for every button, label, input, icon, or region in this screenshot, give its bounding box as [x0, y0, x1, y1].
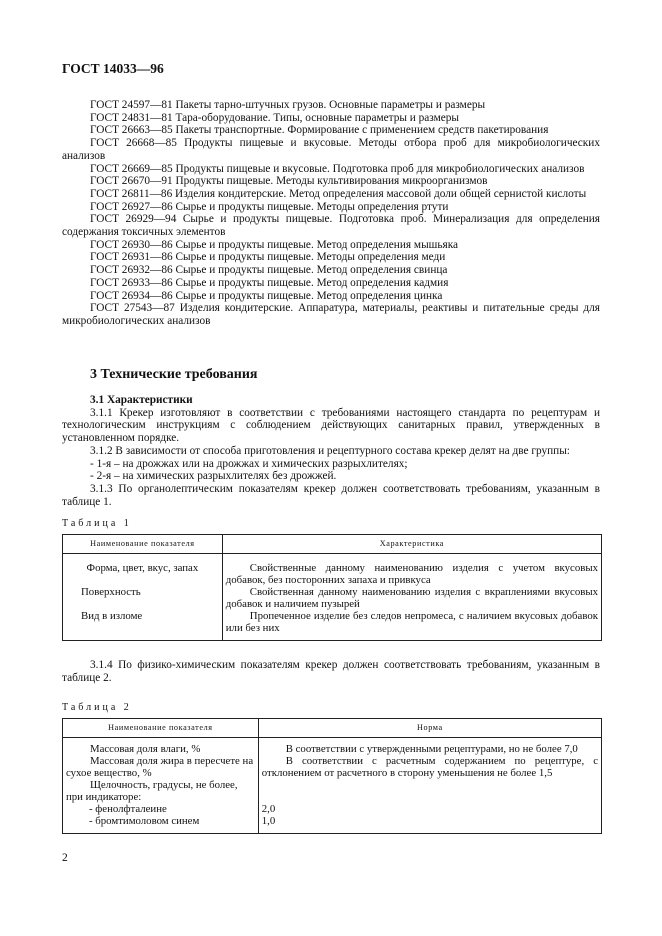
table1-cell-value: Свойственная данному наименованию изделия с вкраплениями вкусовых добавок и наличием пузырей [222, 586, 601, 610]
reference-item: ГОСТ 24597—81 Пакеты тарно-штучных грузов. Основные параметры и размеры [90, 99, 486, 111]
reference-item: ГОСТ 27543—87 Изделия кондитерские. Аппаратура, материалы, реактивы и питательные среды для микробиологических анализов [62, 302, 600, 327]
table1-caption: Таблица 1 [62, 518, 132, 530]
table-row [63, 803, 602, 815]
table-row [63, 779, 602, 803]
table1-header-row [63, 535, 602, 554]
paragraph-3-1-2: 3.1.2 В зависимости от способа приготовления и рецептурного состава крекер делят на две группы: [90, 444, 570, 457]
reference-item: ГОСТ 26933—86 Сырье и продукты пищевые. Метод определения кадмия [90, 276, 449, 289]
paragraph-3-1-1: 3.1.1 Крекер изготовляют в соответствии с требованиями настоящего стандарта по рецептурам и технологическим инструкциям с соблюдением действующих санитарных правил, утвержденных в установленном порядке. [62, 406, 600, 445]
section-heading: 3 Технические требования [90, 367, 258, 382]
table1-cell-name: Форма, цвет, вкус, запах [63, 554, 223, 587]
section-body [62, 394, 600, 834]
table-row [63, 610, 602, 641]
table2-caption: Таблица 2 [62, 702, 132, 714]
group-item-1: - 1-я – на дрожжах или на дрожжах и химических разрыхлителях; [90, 457, 408, 470]
table2-cell-name: - фенолфталеине [63, 803, 259, 815]
document-header: ГОСТ 14033—96 [62, 61, 164, 76]
page-number: 2 [62, 852, 68, 864]
reference-item: ГОСТ 26932—86 Сырье и продукты пищевые. Метод определения свинца [90, 264, 448, 277]
table-row [63, 738, 602, 756]
table1-header-value: Характеристика [222, 535, 601, 554]
table2 [62, 718, 602, 834]
table2-cell-value [258, 779, 601, 803]
references-list [62, 99, 600, 328]
table2-cell-name: - бромтимоловом синем [63, 815, 259, 834]
reference-item: ГОСТ 24831—81 Тара-оборудование. Типы, основные параметры и размеры [90, 111, 460, 124]
table-row [63, 815, 602, 834]
table-row [63, 755, 602, 779]
reference-item: ГОСТ 26934—86 Сырье и продукты пищевые. Метод определения цинка [90, 289, 443, 302]
table2-header-value: Норма [258, 719, 601, 738]
reference-item: ГОСТ 26811—86 Изделия кондитерские. Метод определения массовой доли общей сернистой кислоты [90, 187, 587, 200]
reference-item: ГОСТ 26669—85 Продукты пищевые и вкусовые. Подготовка проб для микробиологических анализов [90, 162, 585, 175]
reference-item: ГОСТ 26927—86 Сырье и продукты пищевые. Методы определения ртути [90, 200, 449, 213]
paragraph-3-1-4: 3.1.4 По физико-химическим показателям крекер должен соответствовать требованиям, указанным в таблице 2. [62, 659, 600, 684]
table-row [63, 586, 602, 610]
reference-item: ГОСТ 26670—91 Продукты пищевые. Методы культивирования микроорганизмов [90, 175, 488, 188]
reference-item: ГОСТ 26663—85 Пакеты транспортные. Формирование с применением средств пакетирования [90, 124, 549, 137]
table2-cell-name: Щелочность, градусы, не более, при индикаторе: [63, 779, 259, 803]
reference-item: ГОСТ 26668—85 Продукты пищевые и вкусовые. Методы отбора проб для микробиологических анализов [62, 137, 600, 162]
table1-header-name: Наименование показателя [63, 535, 223, 554]
table2-cell-name: Массовая доля влаги, % [63, 738, 259, 756]
table1-cell-value: Пропеченное изделие без следов непромеса, с наличием вкусовых добавок или без них [222, 610, 601, 641]
table2-cell-name: Массовая доля жира в пересчете на сухое вещество, % [63, 755, 259, 779]
table2-cell-value: 2,0 [258, 803, 601, 815]
paragraph-3-1-3: 3.1.3 По органолептическим показателям крекер должен соответствовать требованиям, указанным в таблице 1. [62, 482, 600, 508]
table2-header-name: Наименование показателя [63, 719, 259, 738]
group-item-2: - 2-я – на химических разрыхлителях без дрожжей. [90, 470, 337, 483]
table2-cell-value: 1,0 [258, 815, 601, 834]
reference-item: ГОСТ 26930—86 Сырье и продукты пищевые. Метод определения мышьяка [90, 238, 459, 251]
subsection-heading: 3.1 Характеристики [90, 394, 193, 406]
reference-item: ГОСТ 26931—86 Сырье и продукты пищевые. Методы определения меди [90, 251, 446, 264]
table1-cell-name: Поверхность [63, 586, 223, 610]
reference-item: ГОСТ 26929—94 Сырье и продукты пищевые. Подготовка проб. Минерализация для определения содержания токсичных элементов [62, 213, 600, 239]
table-row [63, 554, 602, 587]
table1 [62, 534, 602, 641]
table2-header-row [63, 719, 602, 738]
table1-cell-name: Вид в изломе [63, 610, 223, 641]
table2-cell-value: В соответствии с утвержденными рецептурами, но не более 7,0 [258, 738, 601, 756]
table2-cell-value: В соответствии с расчетным содержанием по рецептуре, с отклонением от расчетного в сторону уменьшения не более 1,5 [258, 755, 601, 779]
table1-cell-value: Свойственные данному наименованию изделия с учетом вкусовых добавок, без посторонних запаха и привкуса [222, 554, 601, 587]
